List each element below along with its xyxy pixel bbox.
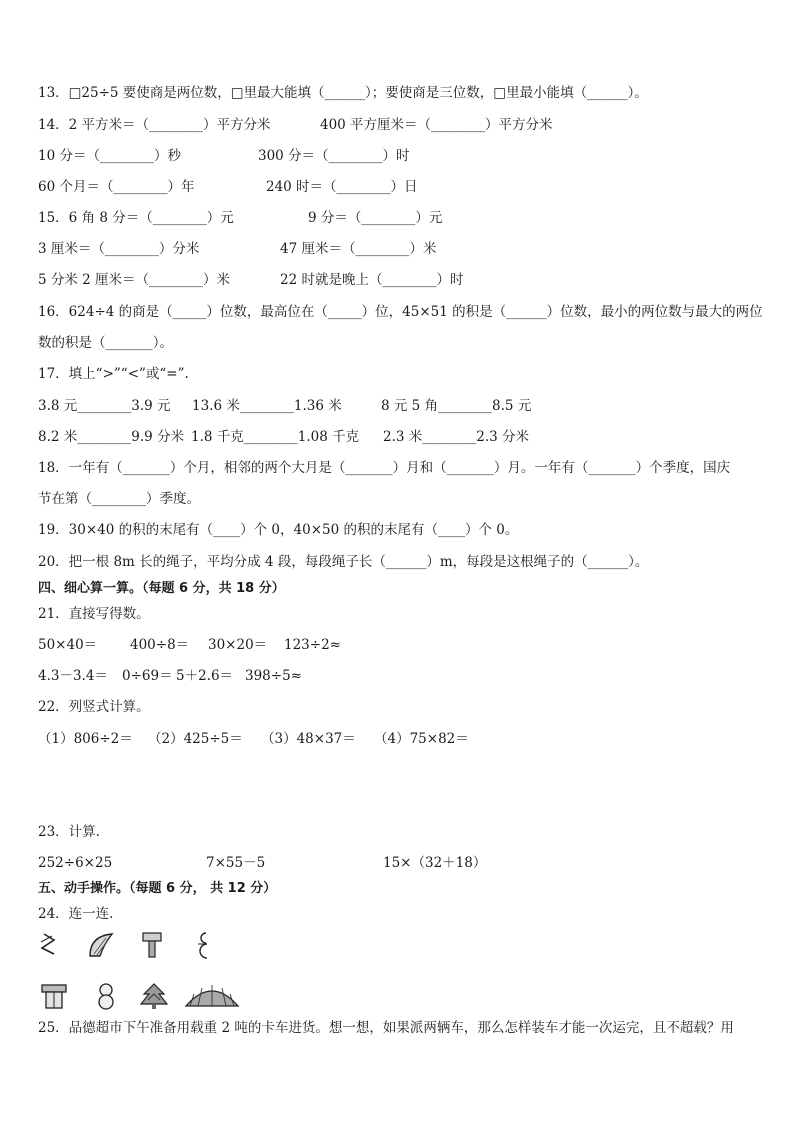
table-front-icon [40,982,68,1010]
umbrella-open-icon [184,982,240,1010]
question-21: 21．直接写得数。 [38,606,150,622]
vertical-calc-item: （4）75×82＝ [374,731,469,747]
question-13: 13．□25÷5 要使商是两位数，□里最大能填（______）；要使商是三位数，□里最小能填（______）。 [38,85,648,101]
question-14-item: 240 时＝（________）日 [266,179,418,195]
question-20: 20．把一根 8m 长的绳子，平均分成 4 段，每段绳子长（______）m，每段是这根绳子的（______）。 [38,554,649,570]
vertical-calc-item: （3）48×37＝ [261,731,356,747]
calc-item: 50×40＝ [38,637,98,653]
snowman-side-icon [194,930,212,960]
snowman-front-icon [94,982,118,1010]
question-18: 18．一年有（_______）个月，相邻的两个大月是（_______）月和（_______）月。一年有（_______）个季度，国庆 [38,460,731,476]
question-22: 22．列竖式计算。 [38,699,150,715]
question-14-item: 300 分＝（________）时 [258,148,410,164]
question-14-item: 10 分＝（________）秒 [38,148,181,164]
question-18-cont: 节在第（________）季度。 [38,491,200,507]
question-14-line-1 [38,116,553,134]
question-24: 24．连一连. [38,906,114,922]
calc-item: 398÷5≈ [245,668,302,684]
calc-item: 5＋2.6＝ [176,668,234,684]
umbrella-side-icon [86,930,116,960]
question-21-line-1 [38,636,341,654]
question-14-item: 60 个月＝（________）年 [38,179,195,195]
question-23-line [38,854,487,872]
question-15-item: 3 厘米＝（________）分米 [38,241,200,257]
question-15-line-2 [38,240,437,258]
question-17-line-1 [38,397,532,415]
question-15-item: 5 分米 2 厘米＝（________）米 [38,272,231,288]
question-25: 25．品德超市下午准备用载重 2 吨的卡车进货。想一想，如果派两辆车，那么怎样装车才能一次运完，且不超载？用 [38,1020,734,1036]
table-top-view-icon [140,930,164,960]
calc-item: 400÷8＝ [130,637,190,653]
question-17-line-2 [38,428,530,446]
lightning-icon [38,930,60,960]
question-22-line [38,730,469,748]
question-15-item: 9 分＝（________）元 [308,210,443,226]
question-16-cont: 数的积是（_______）。 [38,335,173,351]
question-14-item: 14．2 平方米＝（________）平方分米 [38,117,271,133]
question-21-line-2 [38,667,302,685]
question-15-line-3 [38,271,464,289]
compare-item: 3.8 元________3.9 元 [38,398,171,414]
pine-tree-icon [138,982,170,1010]
question-15-item: 47 厘米＝（________）米 [280,241,437,257]
compare-item: 8.2 米________9.9 分米 [38,429,185,445]
question-15-item: 22 时就是晚上（________）时 [280,272,464,288]
question-23: 23．计算. [38,824,100,840]
calc-item: 15×（32＋18） [383,855,487,871]
calc-item: 7×55－5 [206,855,266,871]
question-14-line-2 [38,147,410,165]
section-4-heading: 四、细心算一算。（每题 6 分，共 18 分） [38,581,285,596]
question-16: 16．624÷4 的商是（_____）位数，最高位在（_____）位，45×51 的积是（______）位数，最小的两位数与最大的两位 [38,304,763,320]
question-15-item: 15．6 角 8 分＝（________）元 [38,210,234,226]
vertical-calc-item: （1）806÷2＝ [38,731,133,747]
compare-item: 2.3 米________2.3 分米 [383,429,530,445]
question-17: 17．填上“>”“<”或“=”. [38,366,189,382]
calc-item: 123÷2≈ [284,637,341,653]
vertical-calc-item: （2）425÷5＝ [148,731,243,747]
question-15-line-1 [38,209,443,227]
question-14-line-3 [38,178,418,196]
calc-item: 4.3－3.4＝ [38,668,108,684]
calc-item: 0÷69＝ [122,668,173,684]
question-19: 19．30×40 的积的末尾有（____）个 0，40×50 的积的末尾有（____）个 0。 [38,522,519,538]
calc-item: 252÷6×25 [38,855,113,871]
calc-item: 30×20＝ [208,637,268,653]
section-5-heading: 五、动手操作。（每题 6 分， 共 12 分） [38,881,277,896]
question-14-item: 400 平方厘米＝（________）平方分米 [320,117,553,133]
compare-item: 8 元 5 角________8.5 元 [381,398,532,414]
compare-item: 1.8 千克________1.08 千克 [191,429,360,445]
compare-item: 13.6 米________1.36 米 [192,398,342,414]
